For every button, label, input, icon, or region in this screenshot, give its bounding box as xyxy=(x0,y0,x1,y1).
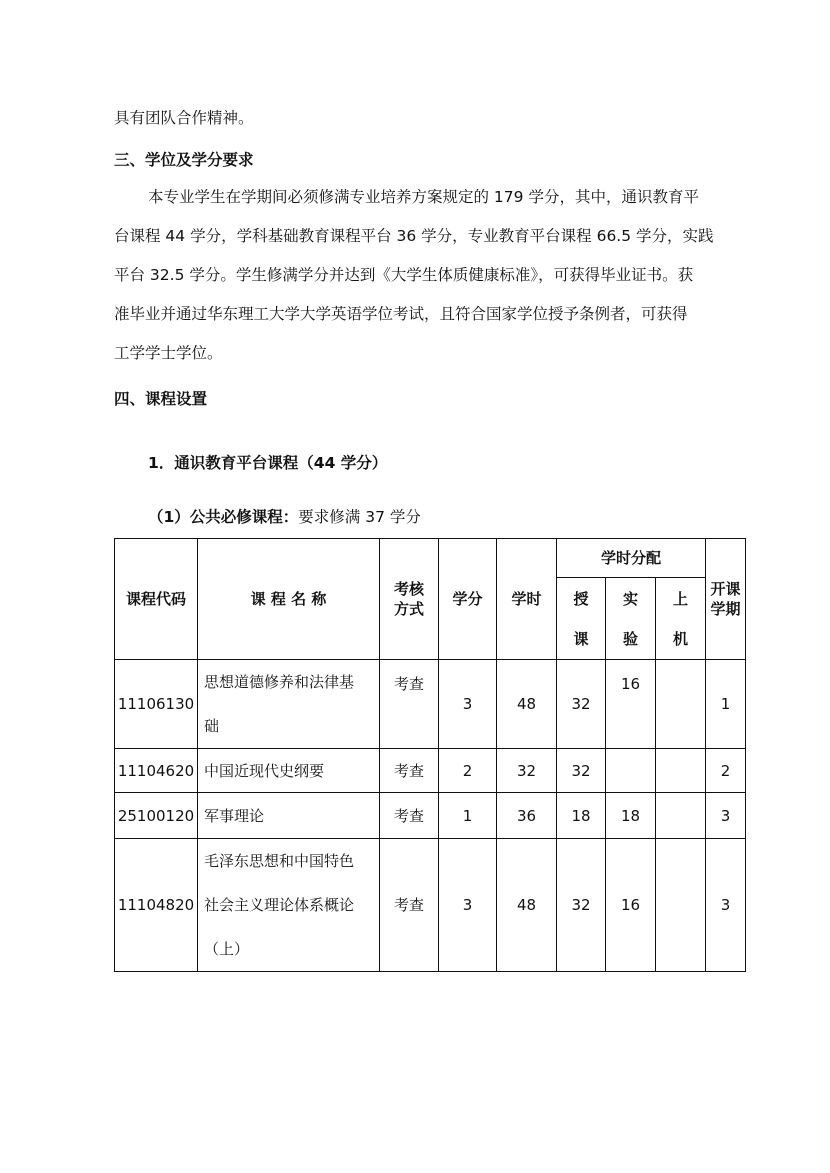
intro-tail: 具有团队合作精神。 xyxy=(114,109,254,127)
cell-hours: 32 xyxy=(497,749,557,793)
subsubsection-label: （1）公共必修课程： xyxy=(148,508,299,526)
cell-lecture: 32 xyxy=(557,660,606,749)
subsubsection-text: 要求修满 37 学分 xyxy=(298,508,421,526)
header-lab: 实 验 xyxy=(606,578,656,660)
cell-lab xyxy=(606,749,656,793)
cell-lab: 16 xyxy=(606,839,656,972)
section3-heading: 三、学位及学分要求 xyxy=(114,151,254,169)
cell-exam: 考查 xyxy=(380,749,439,793)
paragraph-line: 准毕业并通过华东理工大学大学英语学位考试，且符合国家学位授予条例者，可获得 xyxy=(114,305,688,323)
cell-computer xyxy=(656,839,706,972)
header-code: 课程代码 xyxy=(115,539,198,660)
cell-lecture: 18 xyxy=(557,793,606,839)
table-row xyxy=(115,749,746,793)
cell-exam: 考查 xyxy=(380,793,439,839)
header-lecture: 授 课 xyxy=(557,578,606,660)
cell-credit: 3 xyxy=(439,660,497,749)
cell-hours: 36 xyxy=(497,793,557,839)
cell-credit: 1 xyxy=(439,793,497,839)
cell-name: 军事理论 xyxy=(198,793,380,839)
section4-heading: 四、课程设置 xyxy=(114,390,208,408)
paragraph-line: 台课程 44 学分，学科基础教育课程平台 36 学分，专业教育平台课程 66.5 学分，实践 xyxy=(114,227,714,245)
table-row xyxy=(115,839,746,972)
header-exam: 考核 方式 xyxy=(380,539,439,660)
cell-lecture: 32 xyxy=(557,749,606,793)
cell-computer xyxy=(656,749,706,793)
cell-term: 1 xyxy=(706,660,746,749)
subsubsection-heading xyxy=(148,507,421,527)
header-hours: 学时 xyxy=(497,539,557,660)
table-row xyxy=(115,660,746,749)
table-row xyxy=(115,793,746,839)
cell-name: 中国近现代史纲要 xyxy=(198,749,380,793)
cell-code: 11104820 xyxy=(115,839,198,972)
cell-term: 3 xyxy=(706,793,746,839)
paragraph-line: 本专业学生在学期间必须修满专业培养方案规定的 179 学分，其中，通识教育平 xyxy=(148,188,699,206)
header-term: 开课 学期 xyxy=(706,539,746,660)
cell-hours: 48 xyxy=(497,839,557,972)
cell-computer xyxy=(656,660,706,749)
header-name: 课 程 名 称 xyxy=(198,539,380,660)
cell-lab: 16 xyxy=(606,660,656,749)
course-table xyxy=(114,538,746,972)
cell-name: 毛泽东思想和中国特色 社会主义理论体系概论 （上） xyxy=(198,839,380,972)
cell-code: 11104620 xyxy=(115,749,198,793)
cell-credit: 2 xyxy=(439,749,497,793)
cell-exam: 考查 xyxy=(380,839,439,972)
cell-lecture: 32 xyxy=(557,839,606,972)
subsection-heading: 1．通识教育平台课程（44 学分） xyxy=(148,454,388,472)
header-credit: 学分 xyxy=(439,539,497,660)
cell-hours: 48 xyxy=(497,660,557,749)
cell-code: 11106130 xyxy=(115,660,198,749)
cell-computer xyxy=(656,793,706,839)
paragraph-line: 平台 32.5 学分。学生修满学分并达到《大学生体质健康标准》，可获得毕业证书。获 xyxy=(114,266,694,284)
cell-exam: 考查 xyxy=(380,660,439,749)
cell-name: 思想道德修养和法律基 础 xyxy=(198,660,380,749)
header-computer: 上 机 xyxy=(656,578,706,660)
cell-code: 25100120 xyxy=(115,793,198,839)
cell-lab: 18 xyxy=(606,793,656,839)
cell-term: 2 xyxy=(706,749,746,793)
cell-credit: 3 xyxy=(439,839,497,972)
paragraph-line: 工学学士学位。 xyxy=(114,344,223,362)
cell-term: 3 xyxy=(706,839,746,972)
header-allocation: 学时分配 xyxy=(557,539,706,578)
